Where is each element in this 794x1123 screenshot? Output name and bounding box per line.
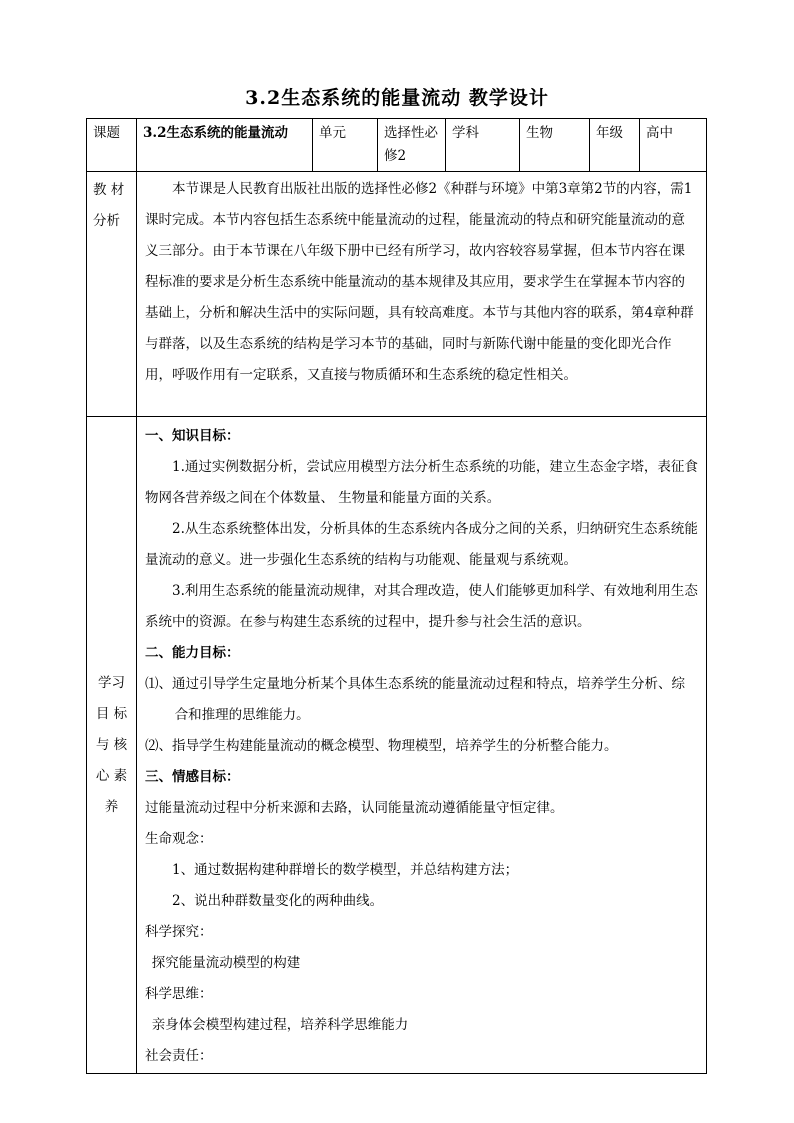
analysis-text: 本节课是人民教育出版社出版的选择性必修2《种群与环境》中第3章第2节的内容，需1课时完成。本节内容包括生态系统中能量流动的过程，能量流动的特点和研究能量流动的意义三部分。由于本节课在八年级下册中已经有所学习，故内容较容易掌握，但本节内容在课程标准的要求是分析生态系统中能量流动的基本规律及其应用，要求学生在掌握本节内容的基础上，分析和解决生活中的实际问题，具有较高难度。本节与其他内容的联系，第4章种群与群落，以及生态系统的结构是学习本节的基础，同时与新陈代谢中能量的变化即光合作用，呼吸作用有一定联系，又直接与物质循环和生态系统的稳定性相关。 [145, 181, 694, 383]
life-item: 2、说出种群数量变化的两种曲线。 [172, 893, 384, 909]
goals-row [87, 417, 707, 1074]
analysis-label-line: 教 材 [93, 182, 125, 198]
inquiry-text: 探究能量流动模型的构建 [151, 955, 301, 971]
goals-label-line: 学习 [98, 674, 125, 691]
goals-label [87, 417, 137, 1074]
lesson-table [86, 118, 707, 1074]
thinking-text: 亲身体会模型构建过程，培养科学思维能力 [151, 1017, 409, 1033]
analysis-label-line: 分析 [93, 213, 120, 229]
goals-label-line: 养 [104, 798, 119, 815]
life-item: 1、通过数据构建种群增长的数学模型，并总结构建方法； [172, 862, 519, 878]
lesson-value: 3.2生态系统的能量流动 [137, 119, 313, 172]
grade-label: 年级 [590, 119, 640, 172]
knowledge-item: 1.通过实例数据分析，尝试应用模型方法分析生态系统的功能，建立生态金字塔，表征食物网各营养级之间在个体数量、 生物量和能量方面的关系。 [145, 459, 698, 506]
knowledge-item: 3.利用生态系统的能量流动规律，对其合理改造，使人们能够更加科学、有效地利用生态系统中的资源。在参与构建生态系统的过程中，提升参与社会生活的意识。 [145, 583, 698, 630]
subject-value: 生物 [520, 119, 590, 172]
analysis-label [87, 172, 137, 417]
emotion-text: 过能量流动过程中分析来源和去路，认同能量流动遵循能量守恒定律。 [145, 800, 564, 816]
lesson-label: 课题 [87, 119, 137, 172]
goals-label-line: 心 素 [95, 767, 128, 784]
analysis-cell [137, 172, 707, 417]
header-row [87, 119, 707, 172]
ability-item: ⑵、指导学生构建能量流动的概念模型、物理模型，培养学生的分析整合能力。 [145, 738, 618, 754]
inquiry-heading: 科学探究： [145, 924, 213, 940]
unit-value: 选择性必修2 [378, 119, 446, 172]
ability-item: ⑴、通过引导学生定量地分析某个具体生态系统的能量流动过程和特点，培养学生分析、综合和推理的思维能力。 [145, 676, 685, 723]
grade-value: 高中 [640, 119, 707, 172]
unit-label: 单元 [313, 119, 378, 172]
thinking-heading: 科学思维： [145, 986, 213, 1002]
subject-label: 学科 [446, 119, 520, 172]
knowledge-item: 2.从生态系统整体出发，分析具体的生态系统内各成分之间的关系，归纳研究生态系统能量流动的意义。进一步强化生态系统的结构与功能观、能量观与系统观。 [145, 521, 698, 568]
goals-cell [137, 417, 707, 1074]
life-heading: 生命观念： [145, 831, 213, 847]
analysis-row [87, 172, 707, 417]
page-title: 3.2生态系统的能量流动 教学设计 [245, 87, 549, 109]
goals-label-line: 目 标 [95, 705, 128, 722]
social-heading: 社会责任： [145, 1048, 213, 1064]
ability-heading: 二、能力目标： [145, 645, 240, 661]
emotion-heading: 三、情感目标： [145, 769, 240, 785]
goals-label-line: 与 核 [95, 736, 128, 753]
knowledge-heading: 一、知识目标： [145, 428, 240, 444]
